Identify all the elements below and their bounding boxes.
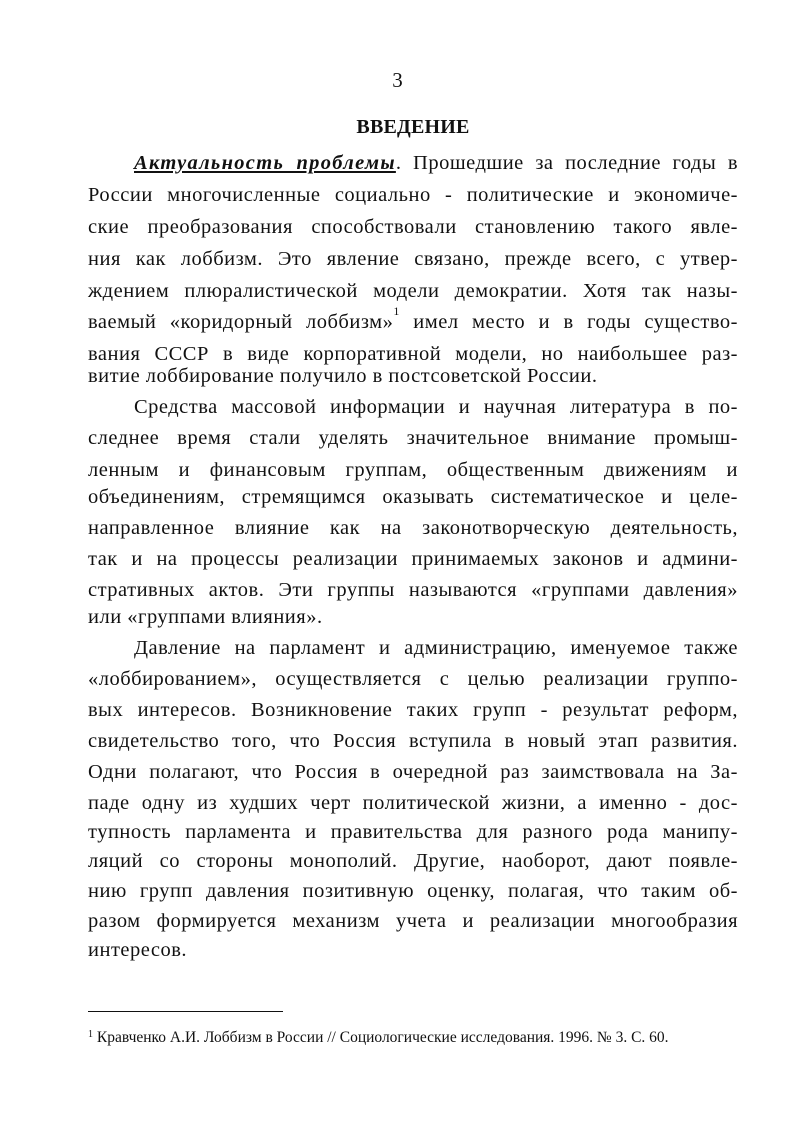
text-line: «лоббированием», осуществляется с целью реализации группо- <box>88 668 738 690</box>
text-line: свидетельство того, что Россия вступила в новый этап развития. <box>88 730 738 752</box>
text-line: или «группами влияния». <box>88 606 323 628</box>
text-line: тупность парламента и правительства для разного рода манипу- <box>88 821 738 843</box>
text-line: ждением плюралистической модели демократии. Хотя так назы- <box>88 280 738 302</box>
text-line: ленным и финансовым группам, общественным движениям и <box>88 459 738 481</box>
topic-label: Актуальность проблемы <box>134 152 396 174</box>
text-line: объединениям, стремящимся оказывать систематическое и целе- <box>88 486 738 508</box>
text-line: стративных актов. Эти группы называются «группами давления» <box>88 579 738 601</box>
text-line: ния как лоббизм. Это явление связано, прежде всего, с утвер- <box>88 248 738 270</box>
page-number: 3 <box>392 68 403 92</box>
footnote-reference[interactable]: 1 <box>393 304 400 318</box>
text-line: нию групп давления позитивную оценку, полагая, что таким об- <box>88 880 738 902</box>
text-line: ские преобразования способствовали становлению такого явле- <box>88 216 738 238</box>
text-line: Давление на парламент и администрацию, именуемое также <box>134 637 738 659</box>
text-line: Средства массовой информации и научная литература в по- <box>134 396 738 418</box>
footnote-divider <box>88 1011 283 1012</box>
text-line: ваемый «коридорный лоббизм»$^1$ имел место и в годы существо- <box>88 304 739 333</box>
section-heading: ВВЕДЕНИЕ <box>356 116 470 138</box>
text-line: так и на процессы реализации принимаемых законов и админи- <box>88 548 738 570</box>
text-line: ляций со стороны монополий. Другие, наоборот, дают появле- <box>88 850 738 872</box>
text-line: витие лоббирование получило в постсоветской России. <box>88 365 598 387</box>
footnote-text: Кравченко А.И. Лоббизм в России // Социологические исследования. 1996. № 3. С. 60. <box>93 1029 669 1046</box>
text-line: России многочисленные социально - политические и экономиче- <box>88 184 738 206</box>
text-line: паде одну из худших черт политической жизни, а именно - дос- <box>88 792 738 814</box>
footnote <box>88 1028 738 1048</box>
text-line: интересов. <box>88 939 188 961</box>
text-line: Актуальность проблемы. Прошедшие за последние годы в <box>134 152 738 174</box>
text-line: вых интересов. Возникновение таких групп - результат реформ, <box>88 699 738 721</box>
text-line: следнее время стали уделять значительное внимание промыш- <box>88 427 738 449</box>
text-line: направленное влияние как на законотворческую деятельность, <box>88 517 738 539</box>
text-line: вания СССР в виде корпоративной модели, но наибольшее раз- <box>88 343 738 365</box>
text-line: Одни полагают, что Россия в очередной раз заимствовала на За- <box>88 761 738 783</box>
text-line: разом формируется механизм учета и реализации многообразия <box>88 910 738 932</box>
footnote-marker: 1 <box>88 1029 93 1040</box>
